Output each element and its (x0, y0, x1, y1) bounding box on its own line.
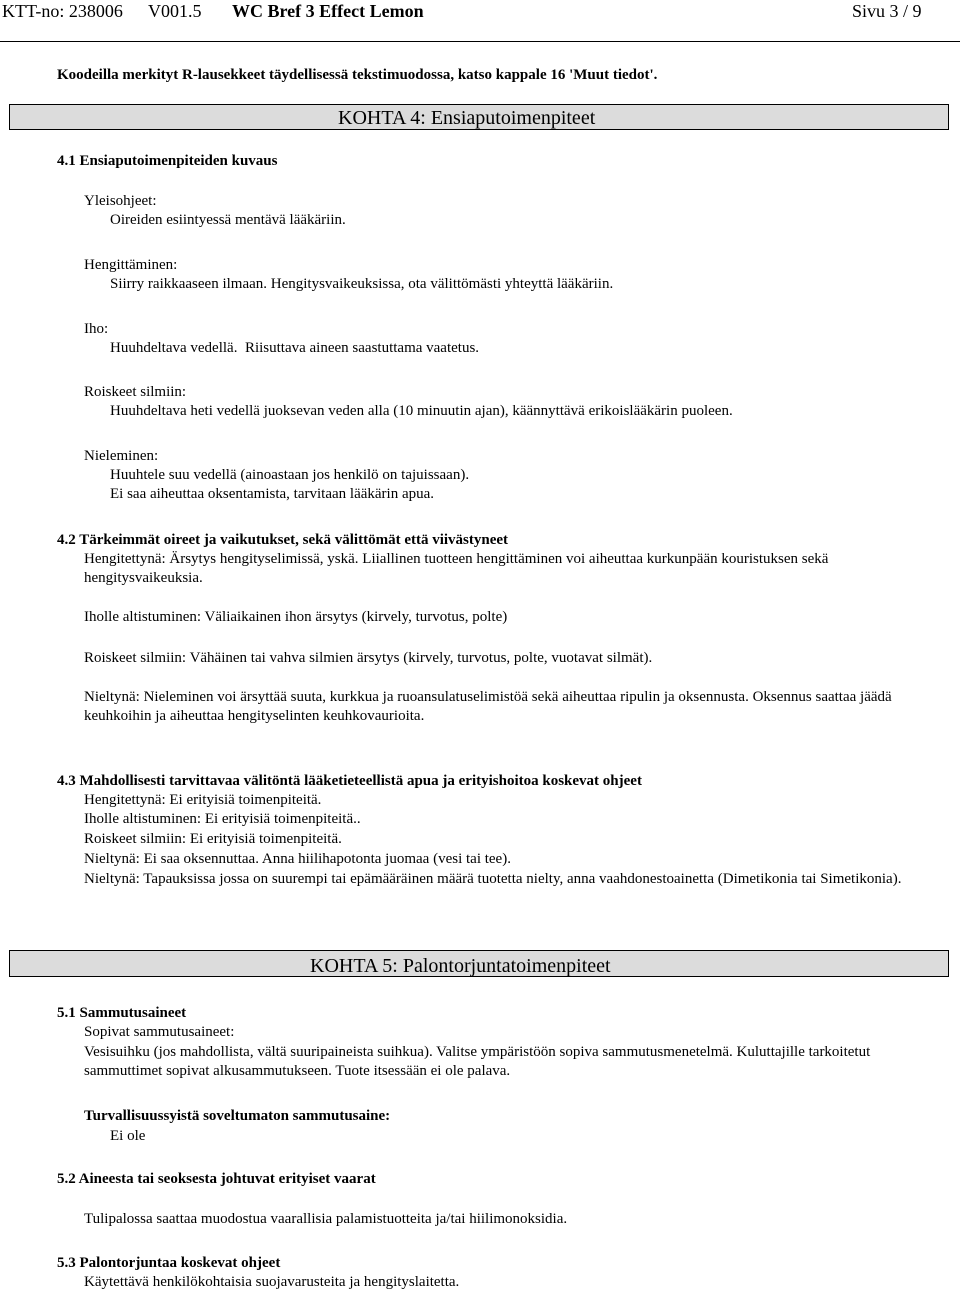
eyes-label: Roiskeet silmiin: (84, 384, 187, 400)
s43-heading: 4.3 Mahdollisesti tarvittavaa välitöntä lääketieteellistä apua ja erityishoitoa koskevat ohjeet (57, 773, 642, 789)
section-5-banner (9, 950, 949, 977)
s42-skin: Iholle altistuminen: Väliaikainen ihon ärsytys (kirvely, turvotus, polte) (84, 609, 508, 625)
s42-heading: 4.2 Tärkeimmät oireet ja vaikutukset, sekä välittömät että viivästyneet (57, 532, 509, 548)
header-divider (0, 41, 960, 42)
section-5-title: KOHTA 5: Palontorjuntatoimenpiteet (310, 955, 611, 977)
s53-text: Käytettävä henkilökohtaisia suojavarusteita ja hengityslaitetta. (84, 1274, 460, 1290)
s43-line-4: Nieltynä: Ei saa oksennuttaa. Anna hiilihapotonta juomaa (vesi tai tee). (84, 851, 511, 867)
s52-heading: 5.2 Aineesta tai seoksesta johtuvat erityiset vaarat (57, 1171, 376, 1187)
s52-text: Tulipalossa saattaa muodostua vaarallisia palamistuotteita ja/tai hiilimonoksidia. (84, 1211, 568, 1227)
suitable-text: Vesisuihku (jos mahdollista, vältä suuripaineista suihkua). Valitse ympäristöön sopiva sammutusmenetelmä. Kuluttajille tarkoitetut sammuttimet sopivat alkusammutukseen. Tuote itsessään ei ole palava. (84, 1044, 871, 1079)
s42-inhalation: Hengitettynä: Ärsytys hengityselimissä, yskä. Liiallinen tuotteen hengittäminen voi aiheuttaa kurkunpään kouristuksen sekä hengitysvaikeuksia. (84, 551, 829, 586)
skin-label: Iho: (84, 321, 109, 337)
s43-line-1: Hengitettynä: Ei erityisiä toimenpiteitä. (84, 792, 322, 808)
s43-line-2: Iholle altistuminen: Ei erityisiä toimenpiteitä.. (84, 811, 361, 827)
suitable-label: Sopivat sammutusaineet: (84, 1024, 235, 1040)
inhalation-text: Siirry raikkaaseen ilmaan. Hengitysvaikeuksissa, ota välittömästi yhteyttä lääkäriin. (110, 276, 614, 292)
general-text: Oireiden esiintyessä mentävä lääkäriin. (110, 212, 346, 228)
s53-heading: 5.3 Palontorjuntaa koskevat ohjeet (57, 1255, 281, 1271)
unsuitable-label: Turvallisuussyistä soveltumaton sammutusaine: (84, 1108, 391, 1124)
version: V001.5 (148, 1, 202, 21)
unsuitable-text: Ei ole (110, 1128, 146, 1144)
r-phrase-note: Koodeilla merkityt R-lausekkeet täydellisessä tekstimuodossa, katso kappale 16 'Muut tiedot'. (57, 67, 658, 83)
ingestion-text-1: Huuhtele suu vedellä (ainoastaan jos henkilö on tajuissaan). (110, 467, 470, 483)
product-name: WC Bref 3 Effect Lemon (232, 1, 424, 21)
s43-line-3: Roiskeet silmiin: Ei erityisiä toimenpiteitä. (84, 831, 342, 847)
s43-line-5: Nieltynä: Tapauksissa jossa on suurempi tai epämääräinen määrä tuotetta nielty, anna vaahdonestoainetta (Dimetikonia tai Simetikonia). (84, 871, 902, 887)
section-4-banner (9, 104, 949, 130)
eyes-text: Huuhdeltava heti vedellä juoksevan veden alla (10 minuutin ajan), käännyttävä erikoislääkärin puoleen. (110, 403, 733, 419)
s51-heading: 5.1 Sammutusaineet (57, 1005, 187, 1021)
s42-ingestion: Nieltynä: Nieleminen voi ärsyttää suuta, kurkkua ja ruoansulatuselimistöä sekä aiheuttaa ripulin ja oksennusta. Oksennus saattaa jäädä keuhkoihin ja aiheuttaa hengityselinten keuhkovaurioita. (84, 689, 892, 724)
ingestion-text-2: Ei saa aiheuttaa oksentamista, tarvitaan lääkärin apua. (110, 486, 435, 502)
general-label: Yleisohjeet: (84, 193, 157, 209)
ingestion-label: Nieleminen: (84, 448, 159, 464)
ktt-number: KTT-no: 238006 (2, 1, 123, 21)
s42-eyes: Roiskeet silmiin: Vähäinen tai vahva silmien ärsytys (kirvely, turvotus, polte, vuotavat silmät). (84, 650, 653, 666)
page-number: Sivu 3 / 9 (852, 1, 922, 21)
section-4-title: KOHTA 4: Ensiaputoimenpiteet (338, 107, 596, 129)
skin-text: Huuhdeltava vedellä. Riisuttava aineen saastuttama vaatetus. (110, 340, 480, 356)
s41-heading: 4.1 Ensiaputoimenpiteiden kuvaus (57, 153, 278, 169)
inhalation-label: Hengittäminen: (84, 257, 178, 273)
